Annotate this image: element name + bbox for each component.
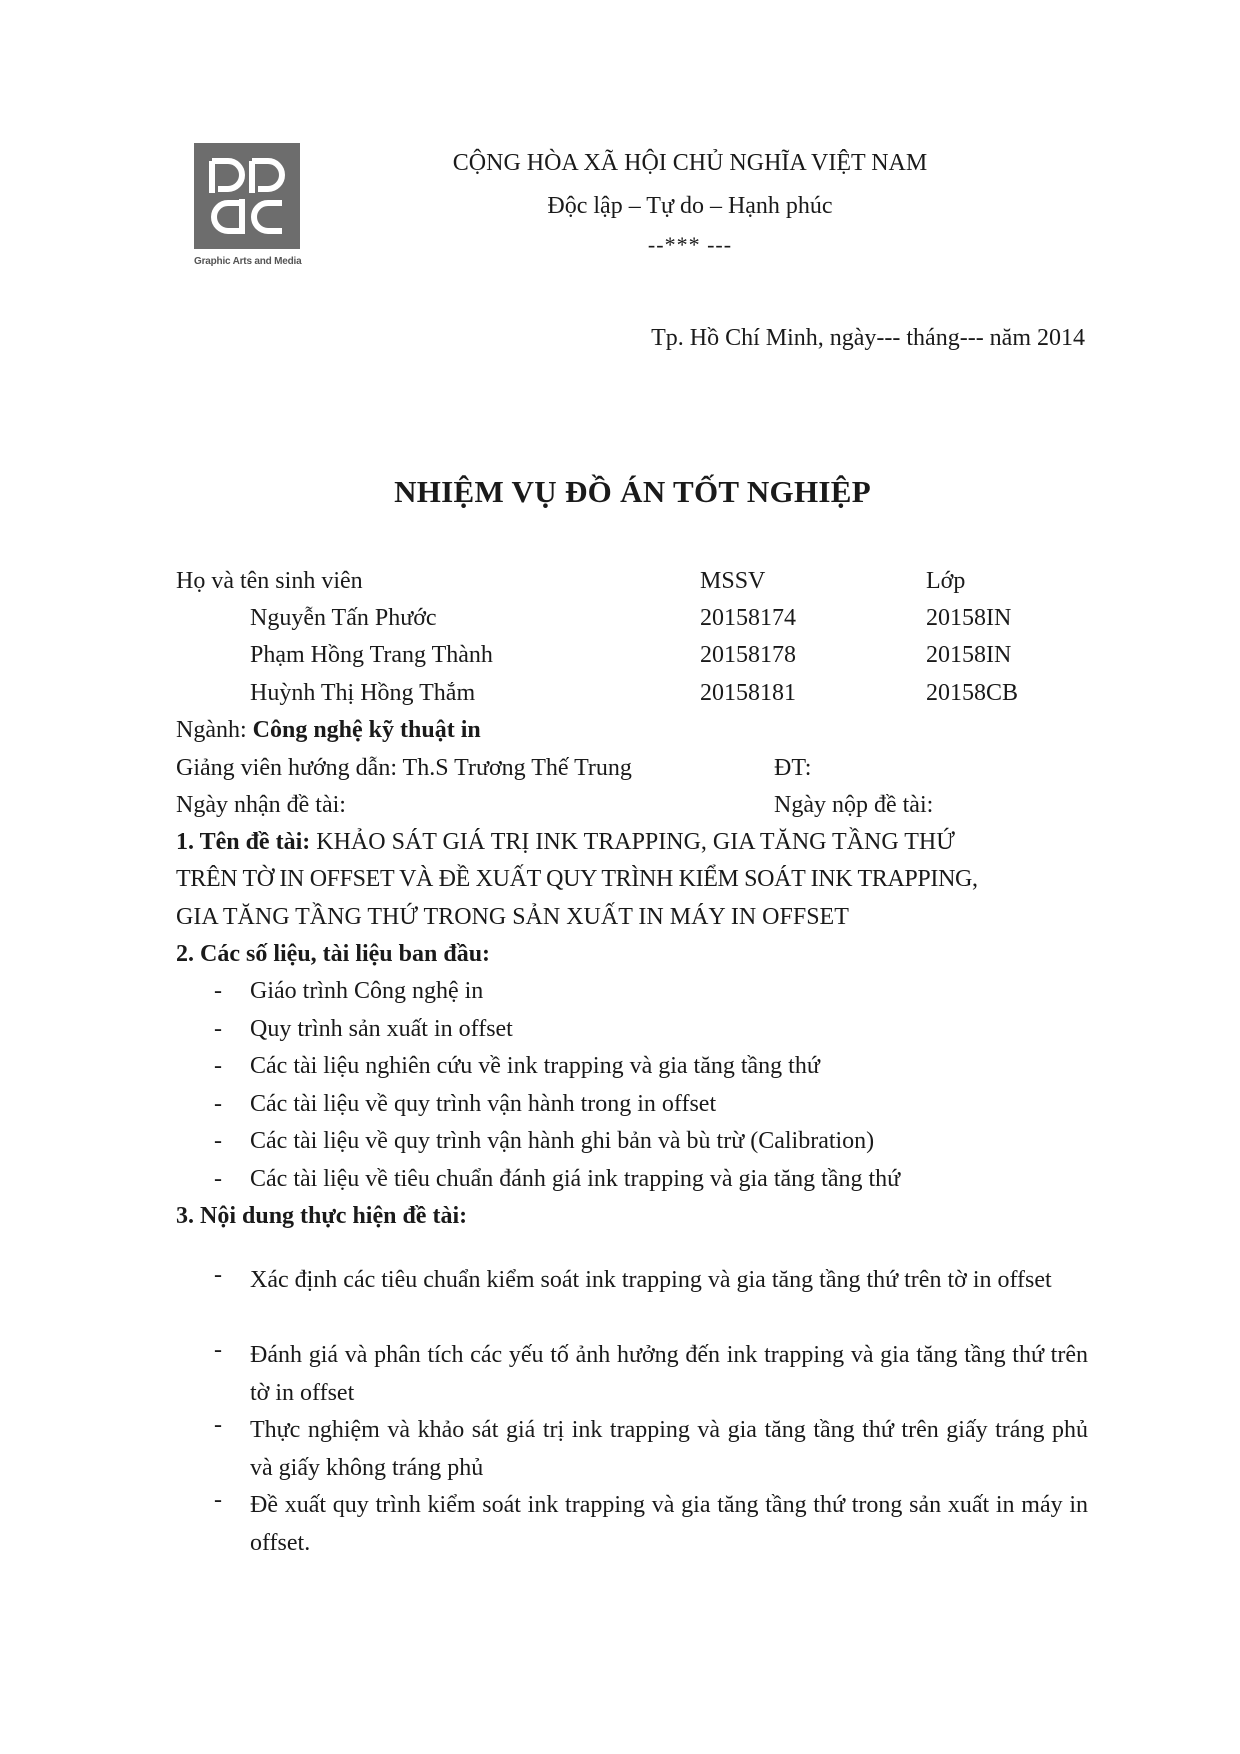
- section3-heading: 3. Nội dung thực hiện đề tài:: [176, 1203, 468, 1229]
- bullet-dash: -: [214, 1053, 222, 1079]
- student-class: 20158IN: [926, 642, 1012, 668]
- list-item: Các tài liệu về tiêu chuẩn đánh giá ink trapping và gia tăng tầng thứ: [250, 1166, 901, 1192]
- bullet-dash: -: [214, 1016, 222, 1042]
- student-id-header: MSSV: [700, 568, 766, 594]
- bullet-dash: -: [214, 978, 222, 1004]
- student-name: Phạm Hồng Trang Thành: [250, 642, 493, 668]
- major-label: Ngành:: [176, 717, 247, 743]
- bullet-dash: -: [214, 1487, 222, 1513]
- major-line: [176, 717, 481, 744]
- received-date-label: Ngày nhận đề tài:: [176, 792, 346, 818]
- topic-text: KHẢO SÁT GIÁ TRỊ INK TRAPPING, GIA TĂNG TẦNG THỨ: [316, 829, 955, 855]
- list-item: Các tài liệu về quy trình vận hành trong in offset: [250, 1091, 717, 1117]
- document-title: NHIỆM VỤ ĐỒ ÁN TỐT NGHIỆP: [394, 474, 871, 509]
- bullet-dash: -: [214, 1166, 222, 1192]
- bullet-dash: -: [214, 1091, 222, 1117]
- topic-line-2: TRÊN TỜ IN OFFSET VÀ ĐỀ XUẤT QUY TRÌNH KIỂM SOÁT INK TRAPPING,: [176, 866, 978, 892]
- list-item: Quy trình sản xuất in offset: [250, 1016, 513, 1042]
- topic-line-3: GIA TĂNG TẦNG THỨ TRONG SẢN XUẤT IN MÁY IN OFFSET: [176, 904, 849, 930]
- bullet-dash: -: [214, 1337, 222, 1363]
- topic-line-1: [176, 829, 955, 856]
- student-id: 20158174: [700, 605, 796, 631]
- student-class-header: Lớp: [926, 568, 966, 594]
- logo-mark-icon: [194, 143, 300, 249]
- student-name-header: Họ và tên sinh viên: [176, 568, 363, 594]
- list-item: Các tài liệu nghiên cứu về ink trapping và gia tăng tầng thứ: [250, 1053, 820, 1079]
- advisor-line: Giảng viên hướng dẫn: Th.S Trương Thế Trung: [176, 755, 632, 781]
- list-item: Đánh giá và phân tích các yếu tố ảnh hưởng đến ink trapping và gia tăng tầng thứ trên tờ in offset: [250, 1342, 1088, 1406]
- place-date-line: Tp. Hồ Chí Minh, ngày--- tháng--- năm 2014: [651, 325, 1085, 351]
- advisor-phone-label: ĐT:: [774, 755, 812, 781]
- major-value: Công nghệ kỹ thuật in: [252, 717, 481, 743]
- list-item: Đề xuất quy trình kiểm soát ink trapping và gia tăng tầng thứ trong sản xuất in máy in offset.: [250, 1492, 1088, 1556]
- list-item: Thực nghiệm và khảo sát giá trị ink trapping và gia tăng tầng thứ trên giấy tráng phủ và giấy không tráng phủ: [250, 1417, 1088, 1481]
- student-id: 20158178: [700, 642, 796, 668]
- bullet-dash: -: [214, 1262, 222, 1288]
- bullet-dash: -: [214, 1128, 222, 1154]
- student-class: 20158CB: [926, 680, 1019, 706]
- student-id: 20158181: [700, 680, 796, 706]
- institution-logo: [194, 143, 300, 249]
- list-item: Xác định các tiêu chuẩn kiểm soát ink trapping và gia tăng tầng thứ trên tờ in offset: [250, 1267, 1052, 1293]
- list-item: Giáo trình Công nghệ in: [250, 978, 484, 1004]
- bullet-dash: -: [214, 1412, 222, 1438]
- submit-date-label: Ngày nộp đề tài:: [774, 792, 934, 818]
- section1-heading: 1. Tên đề tài:: [176, 829, 311, 855]
- logo-caption: Graphic Arts and Media: [194, 256, 302, 267]
- student-name: Nguyễn Tấn Phước: [250, 605, 437, 631]
- national-motto: Độc lập – Tự do – Hạnh phúc: [547, 193, 833, 219]
- student-class: 20158IN: [926, 605, 1012, 631]
- country-name: CỘNG HÒA XÃ HỘI CHỦ NGHĨA VIỆT NAM: [452, 150, 928, 176]
- header-separator: --*** ---: [647, 232, 733, 257]
- section2-heading: 2. Các số liệu, tài liệu ban đầu:: [176, 941, 491, 967]
- student-name: Huỳnh Thị Hồng Thắm: [250, 680, 476, 706]
- list-item: Các tài liệu về quy trình vận hành ghi bản và bù trừ (Calibration): [250, 1128, 875, 1154]
